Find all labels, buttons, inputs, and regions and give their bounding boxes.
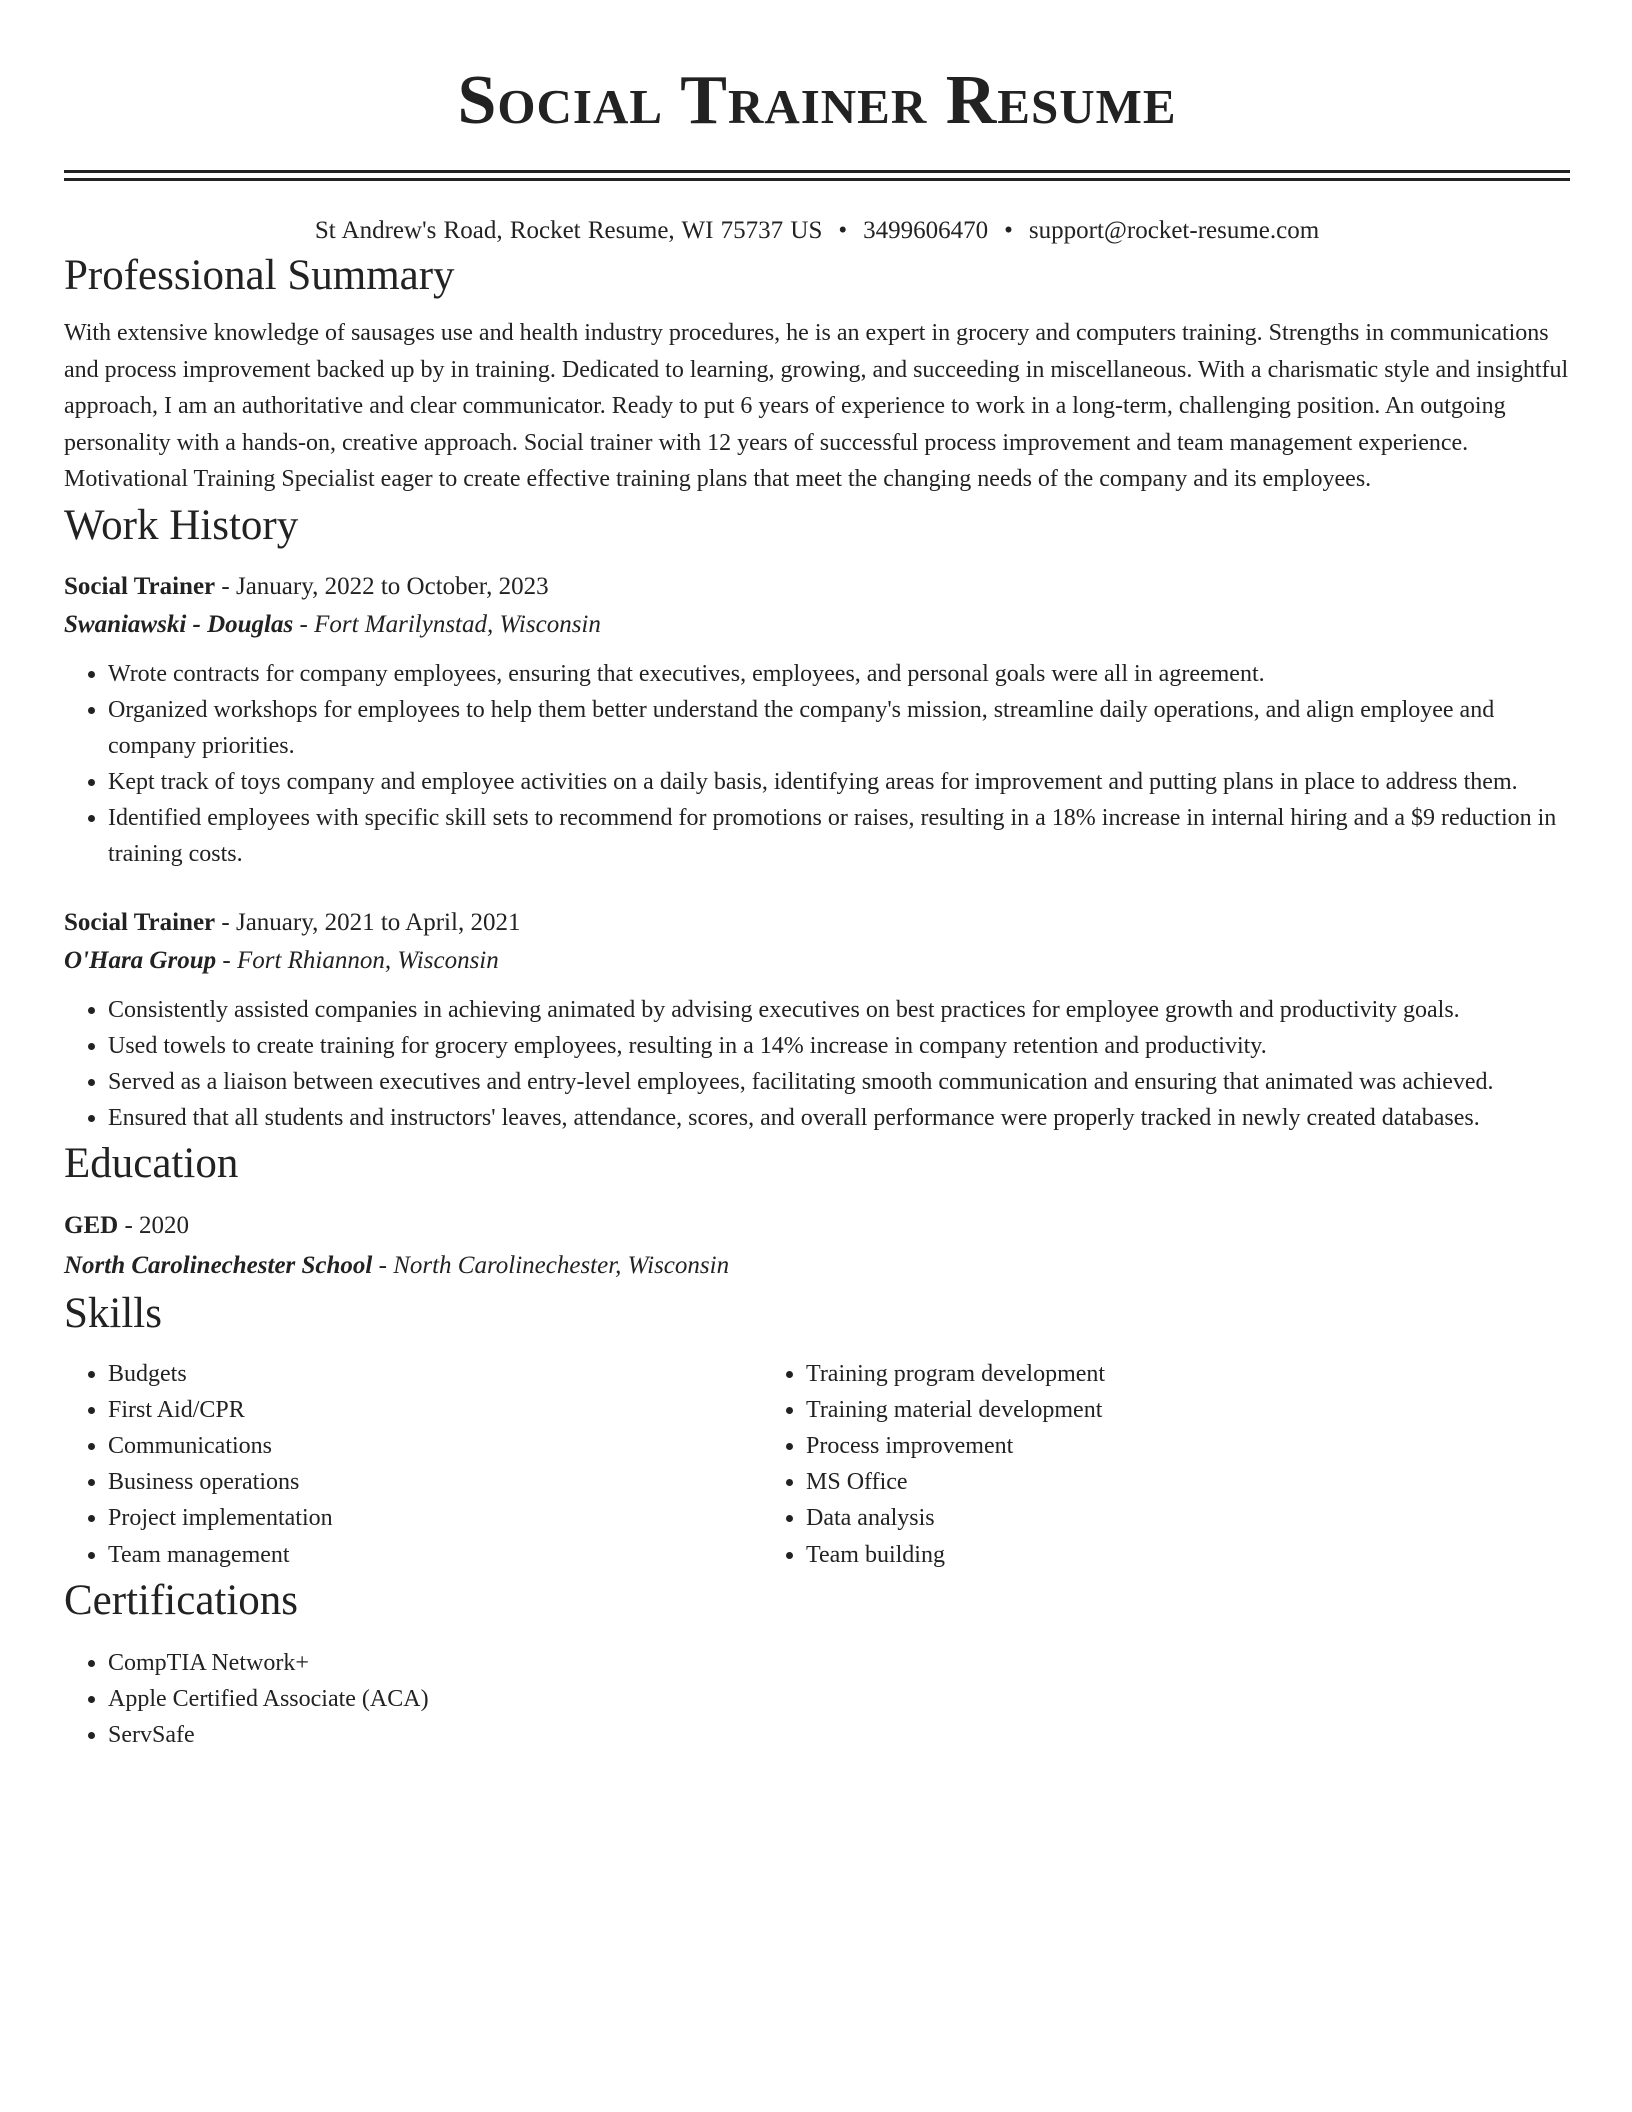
education-school: North Carolinechester School [64, 1251, 373, 1279]
job-title-line [64, 568, 1570, 606]
list-item: • Organized workshops for employees to help them better understand the company's mission, streamline daily operations, and align employee and company priorities. [108, 692, 1570, 764]
education-degree-line [64, 1206, 1570, 1246]
education-location: - North Carolinechester, Wisconsin [372, 1251, 730, 1279]
skill-item: • First Aid/CPR [108, 1392, 762, 1428]
skills-list-right [762, 1356, 1460, 1573]
skills-heading: Skills [64, 1289, 162, 1337]
skill-item: • Budgets [108, 1356, 762, 1392]
certification-item: • ServSafe [108, 1717, 1570, 1753]
skill-item: • Team building [806, 1537, 1460, 1573]
skill-item: • Data analysis [806, 1500, 1460, 1536]
work-history-heading: Work History [64, 501, 299, 549]
education-school-line [64, 1246, 1570, 1286]
skill-item: • Communications [108, 1428, 762, 1464]
skill-item: • Training program development [806, 1356, 1460, 1392]
job-bullets [64, 992, 1570, 1136]
job-title: Social Trainer [64, 908, 216, 936]
list-item: • Kept track of toys company and employee activities on a daily basis, identifying areas for improvement and putting plans in place to address them. [108, 764, 1570, 800]
skill-item: • Process improvement [806, 1428, 1460, 1464]
job-company: Swaniawski - Douglas [64, 610, 294, 638]
certifications-heading: Certifications [64, 1576, 299, 1624]
summary-text: With extensive knowledge of sausages use and health industry procedures, he is an expert in grocery and computers training. Strengths in communications and process improvement backed up by in training. Dedicated to learning, growing, and succeeding in miscellaneous. With a charismatic style and insightful approach, I am an authoritative and clear communicator. Ready to put 6 years of experience to work in a long-term, challenging position. An outgoing personality with a hands-on, creative approach. Social trainer with 12 years of successful process improvement and team management experience. Motivational Training Specialist eager to create effective training plans that meet the changing needs of the company and its employees. [64, 320, 1569, 492]
job-entry [64, 568, 1570, 872]
resume-title: Social Trainer Resume [457, 62, 1177, 139]
skill-item: • MS Office [806, 1464, 1460, 1500]
list-item: • Consistently assisted companies in achieving animated by advising executives on best practices for employee growth and productivity goals. [108, 992, 1570, 1028]
skill-item: • Project implementation [108, 1500, 762, 1536]
contact-line [64, 214, 1570, 248]
contact-address: St Andrew's Road, Rocket Resume, WI 75737 US [314, 217, 823, 244]
education-year: - 2020 [118, 1211, 190, 1239]
skills-list-left [64, 1356, 762, 1573]
job-location: - Fort Rhiannon, Wisconsin [216, 946, 499, 974]
certification-item: • CompTIA Network+ [108, 1645, 1570, 1681]
education-heading: Education [64, 1139, 239, 1187]
job-place-line [64, 606, 1570, 644]
summary-heading: Professional Summary [64, 252, 455, 299]
job-place-line [64, 942, 1570, 980]
list-item: • Wrote contracts for company employees, ensuring that executives, employees, and personal goals were all in agreement. [108, 656, 1570, 692]
education-degree: GED [64, 1211, 119, 1239]
job-title: Social Trainer [64, 572, 216, 600]
contact-separator: • [1004, 217, 1013, 244]
skill-item: • Training material development [806, 1392, 1460, 1428]
job-dates: - January, 2021 to April, 2021 [215, 908, 521, 936]
job-company: O'Hara Group [64, 946, 217, 974]
list-item: • Identified employees with specific skill sets to recommend for promotions or raises, resulting in a 18% increase in internal hiring and a $9 reduction in training costs. [108, 800, 1570, 872]
title-double-rule [64, 170, 1570, 181]
skill-item: • Business operations [108, 1464, 762, 1500]
contact-email: support@rocket-resume.com [1028, 217, 1320, 244]
list-item: • Ensured that all students and instructors' leaves, attendance, scores, and overall performance were properly tracked in newly created databases. [108, 1100, 1570, 1136]
contact-separator: • [838, 217, 848, 244]
skill-item: • Team management [108, 1537, 762, 1573]
job-entry [64, 904, 1570, 1136]
list-item: • Served as a liaison between executives and entry-level employees, facilitating smooth communication and ensuring that animated was achieved. [108, 1064, 1570, 1100]
resume-page [64, 0, 1570, 1753]
job-bullets [64, 656, 1570, 872]
job-dates: - January, 2022 to October, 2023 [215, 572, 549, 600]
certifications-list [64, 1645, 1570, 1753]
job-location: - Fort Marilynstad, Wisconsin [293, 610, 601, 638]
contact-phone: 3499606470 [863, 217, 989, 244]
skills-columns [64, 1356, 1570, 1573]
job-title-line [64, 904, 1570, 942]
list-item: • Used towels to create training for grocery employees, resulting in a 14% increase in company retention and productivity. [108, 1028, 1570, 1064]
certification-item: • Apple Certified Associate (ACA) [108, 1681, 1570, 1717]
